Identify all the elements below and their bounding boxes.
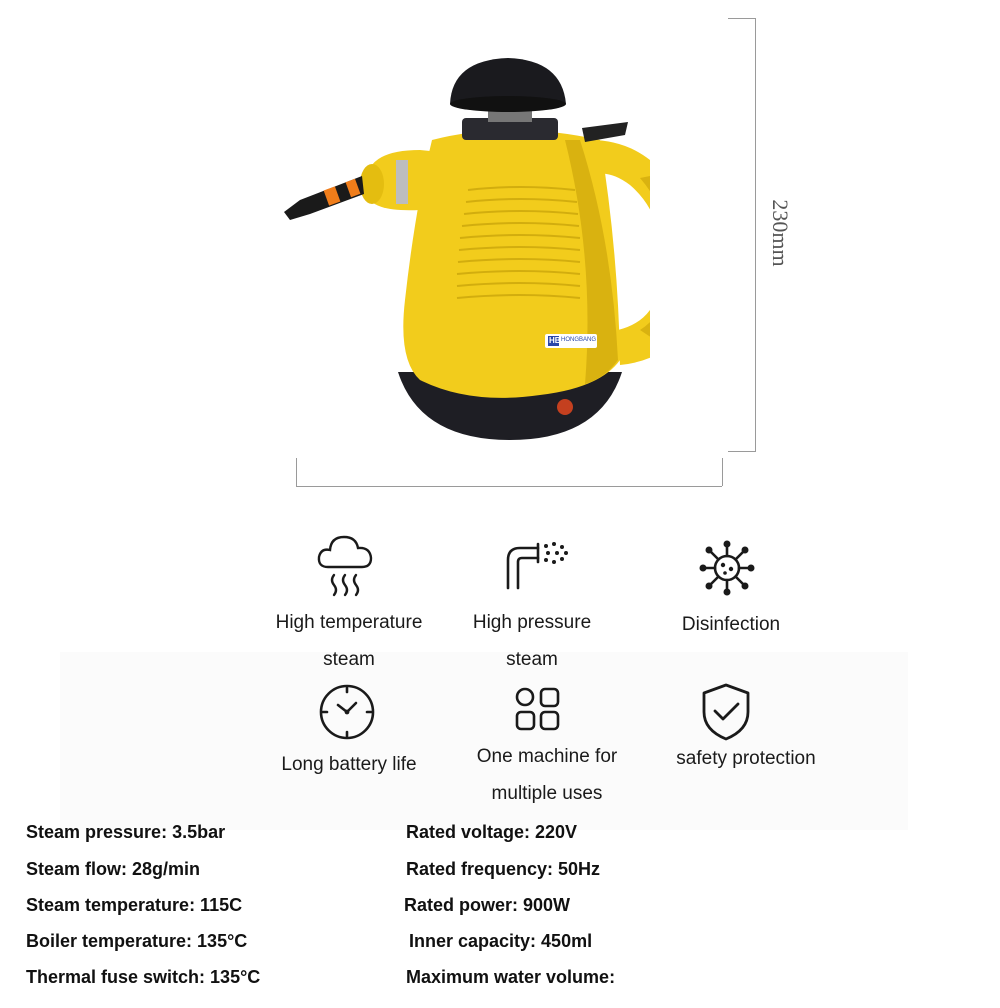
- spec-max-water-volume: Maximum water volume:: [406, 967, 616, 987]
- steam-cleaner-image: [270, 50, 650, 450]
- spec-boiler-temperature: Boiler temperature: 135°C: [26, 931, 248, 951]
- feature-label-multiple-uses: [447, 738, 647, 812]
- virus-icon: [697, 538, 757, 598]
- feature-label-long-battery: [249, 746, 449, 783]
- feature-label-line: steam: [506, 649, 558, 670]
- feature-label-disinfection: [631, 606, 831, 643]
- feature-label-line: One machine for: [476, 746, 618, 767]
- feature-label-high-temperature: [249, 604, 449, 678]
- spec-thermal-fuse: Thermal fuse switch: 135°C: [26, 967, 261, 987]
- steam-cloud-icon: [314, 529, 378, 601]
- clock-icon: [318, 683, 378, 741]
- feature-label-line: High temperature: [275, 612, 423, 633]
- feature-label-line: High pressure: [472, 612, 592, 633]
- height-dimension-label: 230mm: [768, 199, 793, 267]
- spec-steam-temperature: Steam temperature: 115C: [26, 895, 243, 915]
- brand-text: HONGBANG: [561, 337, 597, 343]
- spec-inner-capacity: Inner capacity: 450ml: [409, 931, 593, 951]
- feature-label-line: multiple uses: [491, 783, 603, 804]
- feature-label-line: Disinfection: [681, 614, 781, 635]
- brand-badge: HB: [549, 336, 561, 345]
- spec-steam-flow: Steam flow: 28g/min: [26, 859, 201, 879]
- feature-label-line: steam: [323, 649, 375, 670]
- feature-label-line: safety protection: [676, 748, 816, 769]
- width-dimension-tick-right: [722, 458, 723, 486]
- height-dimension-tick-top: [728, 18, 756, 19]
- feature-label-safety: [646, 740, 846, 777]
- grid-apps-icon: [514, 687, 562, 733]
- spec-steam-pressure: Steam pressure: 3.5bar: [26, 822, 226, 842]
- width-dimension-line: [296, 486, 722, 487]
- feature-label-high-pressure: [432, 604, 632, 678]
- height-dimension-line: [755, 18, 756, 451]
- spec-rated-voltage: Rated voltage: 220V: [406, 822, 578, 842]
- width-dimension-tick-left: [296, 458, 297, 486]
- height-dimension-tick-bottom: [728, 451, 756, 452]
- spec-rated-power: Rated power: 900W: [404, 895, 571, 915]
- spray-nozzle-icon: [502, 538, 574, 594]
- spec-rated-frequency: Rated frequency: 50Hz: [406, 859, 601, 879]
- shield-check-icon: [700, 682, 752, 742]
- feature-label-line: Long battery life: [281, 754, 417, 775]
